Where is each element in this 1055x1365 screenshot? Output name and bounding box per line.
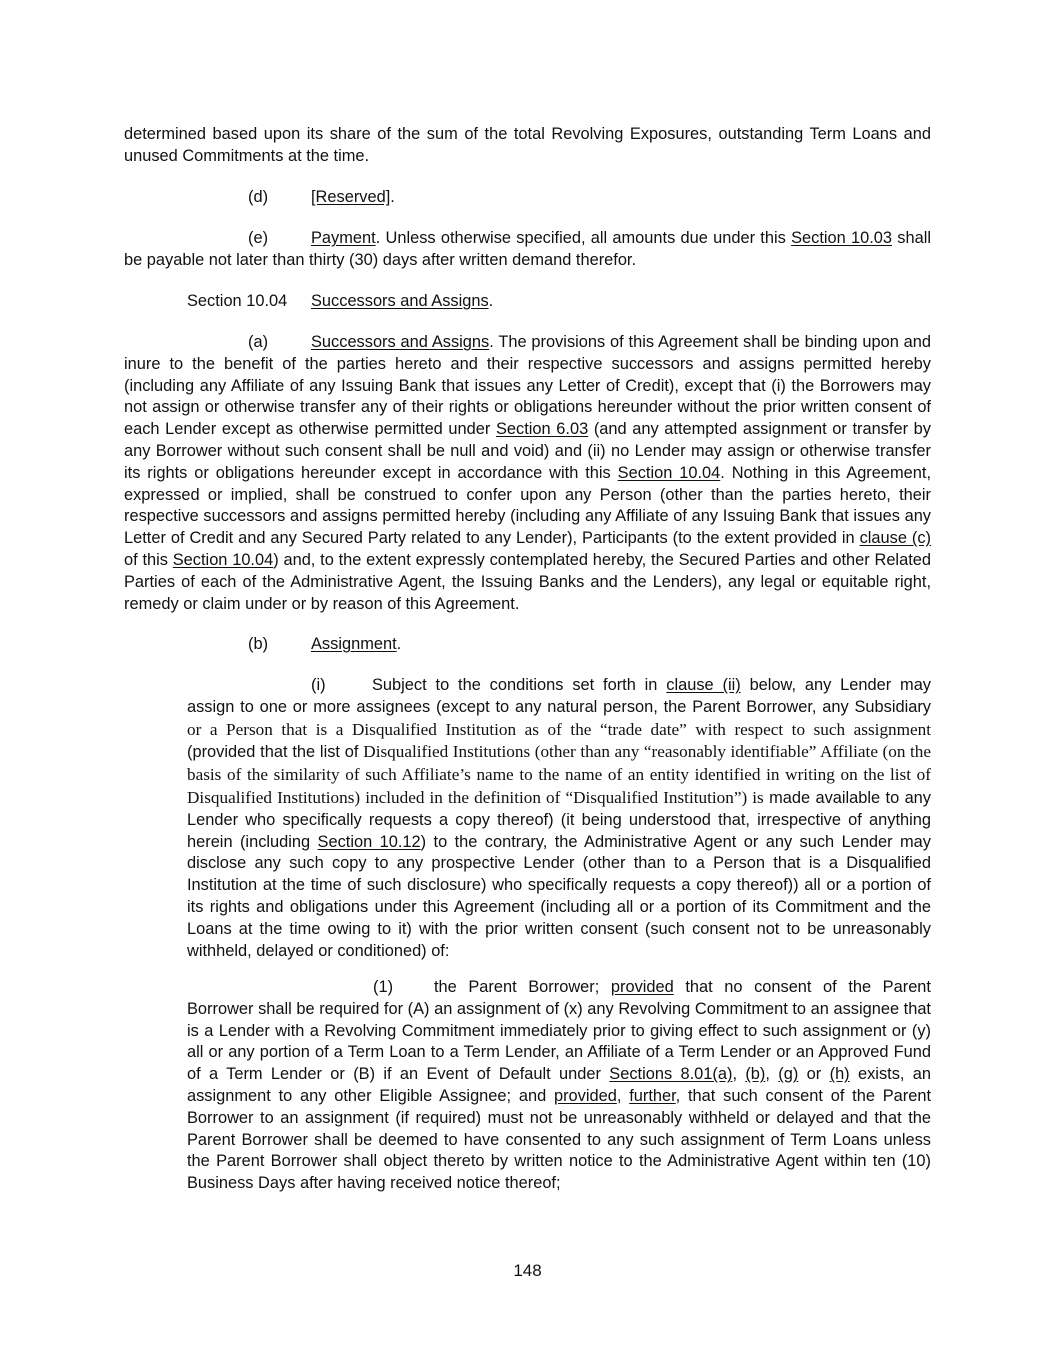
- section-title: Successors and Assigns: [311, 292, 489, 310]
- section-ref-10-04[interactable]: Section 10.04: [617, 463, 721, 482]
- paragraph-b-i-1-text-3: ,: [732, 1065, 746, 1084]
- paragraph-b-heading: Assignment: [311, 635, 397, 653]
- paragraph-d-label: (d): [248, 188, 269, 206]
- paragraph-b-i-serif-text-2: Disqualified Institutions (other than any “reasonably identifiable” Affiliate (on the basis of the similarity of such Affiliate’s name to the name of an entity identified in writing on the list of Disqualified Institutions) included in the definition of “Disqualified Institution”) is: [187, 742, 931, 807]
- paragraph-a-heading: Successors and Assigns: [311, 333, 490, 351]
- clause-ref-ii[interactable]: clause (ii): [666, 676, 741, 694]
- page-number: 148: [513, 1261, 542, 1280]
- paragraph-d-heading: [Reserved]: [311, 188, 391, 206]
- section-ref-10-03[interactable]: Section 10.03: [791, 229, 893, 247]
- paragraph-b-label: (b): [248, 635, 269, 653]
- paragraph-b-i-1-text-7: ,: [616, 1086, 630, 1105]
- clause-ref-b[interactable]: (b): [745, 1065, 766, 1084]
- paragraph-b-i-text-5: ) to the contrary, the Administrative Agent or any such Lender may disclose any such copy to any prospective Lender (other than to a Person that is a Disqualified Institution at the time of such disclosure) who specifically requests a copy thereof)) all or a portion of its rights and obligations under this Agreement (including all or a portion of its Commitment and the Loans at the time owing to it) with the prior written consent (such consent not to be unreasonably withheld, delayed or conditioned) of:: [187, 832, 931, 960]
- paragraph-b-i: [187, 675, 931, 962]
- paragraph-a-text-3: . Nothing in this Agreement, expressed or implied, shall be construed to confer upon any Person (other than the parties hereto, their respective successors and assigns permitted hereby (including any Affiliate of any Issuing Bank that issues any Letter of Credit and any Secured Party related to any Lender), Participants (to the extent provided in: [124, 463, 931, 548]
- paragraph-b-i-label: (i): [311, 676, 326, 694]
- paragraph-b-i-serif-text-1: or a Person that is a Disqualified Institution as of the “trade date” with respect to such assignment: [187, 719, 931, 739]
- section-ref-10-12[interactable]: Section 10.12: [317, 832, 421, 851]
- paragraph-b-i-text-1: Subject to the conditions set forth in: [372, 676, 667, 694]
- paragraph-b-i-1-text-5: or: [798, 1065, 830, 1084]
- clause-ref-g[interactable]: (g): [778, 1065, 799, 1084]
- paragraph-a-text-1: . The provisions of this Agreement shall be binding upon and inure to the benefit of the parties hereto and their respective successors and assigns permitted hereby (including any Affiliate of any Issuing Bank that issues any Letter of Credit), except that (i) the Borrowers may not assign or otherwise transfer any of their rights or obligations hereunder without the prior written consent of each Lender except as otherwise permitted under: [124, 333, 932, 439]
- clause-ref-c[interactable]: clause (c): [859, 529, 931, 548]
- paragraph-b-i-1-text-2: that no consent of the Parent Borrower shall be required for (A) an assignment of (x) any Revolving Commitment to an assignee that is a Lender with a Revolving Commitment immediately prior to giving effect to such assignment or (y) all or any portion of a Term Loan to a Term Lender, an Affiliate of a Term Lender or an Approved Fund of a Term Lender or (B) if an Event of Default under: [187, 978, 931, 1084]
- further-term: further: [629, 1086, 676, 1105]
- paragraph-a: [124, 332, 931, 615]
- paragraph-e-heading: Payment: [311, 229, 376, 247]
- paragraph-b-i-1: [187, 977, 931, 1195]
- section-ref-10-04-b[interactable]: Section 10.04: [172, 550, 274, 569]
- provided-term: provided: [610, 978, 674, 996]
- paragraph-b-i-text-2: below, any Lender may assign to one or more assignees (except to any natural person, the Parent Borrower, any Subsidiary: [187, 676, 932, 716]
- paragraph-a-text-5: ) and, to the extent expressly contemplated hereby, the Secured Parties and other Related Parties of each of the Administrative Agent, the Issuing Banks and the Lenders), any legal or equitable right, remedy or claim under or by reason of this Agreement.: [124, 550, 931, 613]
- section-heading: [124, 291, 931, 313]
- paragraph-d: [124, 187, 931, 209]
- paragraph-b-i-1-text-4: ,: [765, 1065, 779, 1084]
- section-title-punct: .: [488, 292, 494, 310]
- paragraph-a-label: (a): [248, 333, 269, 351]
- paragraph-b-punct: .: [396, 635, 402, 653]
- paragraph-b-i-1-text-1: the Parent Borrower;: [434, 978, 611, 996]
- paragraph-e-text-1: . Unless otherwise specified, all amounts due under this: [375, 229, 792, 247]
- paragraph-a-text-4: of this: [124, 550, 173, 569]
- section-number: Section 10.04: [187, 292, 288, 310]
- paragraph-e: [124, 228, 931, 272]
- paragraph-d-punct: .: [390, 188, 395, 206]
- continuation-paragraph: [124, 124, 931, 168]
- paragraph-b-i-1-label: (1): [373, 978, 394, 996]
- paragraph-b: [124, 634, 931, 656]
- provided-term-2: provided: [553, 1086, 617, 1105]
- paragraph-a-text-2: (and any attempted assignment or transfer by any Borrower without such consent shall be null and void) and (ii) no Lender may assign or otherwise transfer its rights or obligations hereunder except in accordance with this: [124, 420, 931, 482]
- paragraph-b-i-1-text-6: exists, an assignment to any other Eligible Assignee; and: [187, 1065, 932, 1105]
- paragraph-e-text-2: shall be payable not later than thirty (30) days after written demand therefor.: [124, 229, 931, 269]
- section-ref-6-03[interactable]: Section 6.03: [495, 420, 589, 439]
- paragraph-b-i-text-4: made available to any Lender who specifically requests a copy thereof) (it being understood that, irrespective of anything herein (including: [187, 788, 931, 851]
- paragraph-e-label: (e): [248, 229, 269, 247]
- paragraph-b-i-text-3: (provided that the list of: [187, 743, 364, 762]
- clause-ref-h[interactable]: (h): [829, 1065, 850, 1084]
- paragraph-b-i-1-text-8: , that such consent of the Parent Borrower to an assignment (if required) must not be unreasonably withheld or delayed and that the Parent Borrower shall be deemed to have consented to any such assignment of Term Loans unless the Parent Borrower shall object thereto by written notice to the Administrative Agent within ten (10) Business Days after having received notice thereof;: [187, 1086, 932, 1193]
- continuation-text: determined based upon its share of the sum of the total Revolving Exposures, outstanding Term Loans and unused Commitments at the time.: [124, 125, 931, 165]
- section-ref-8-01-a[interactable]: Sections 8.01(a): [609, 1065, 733, 1084]
